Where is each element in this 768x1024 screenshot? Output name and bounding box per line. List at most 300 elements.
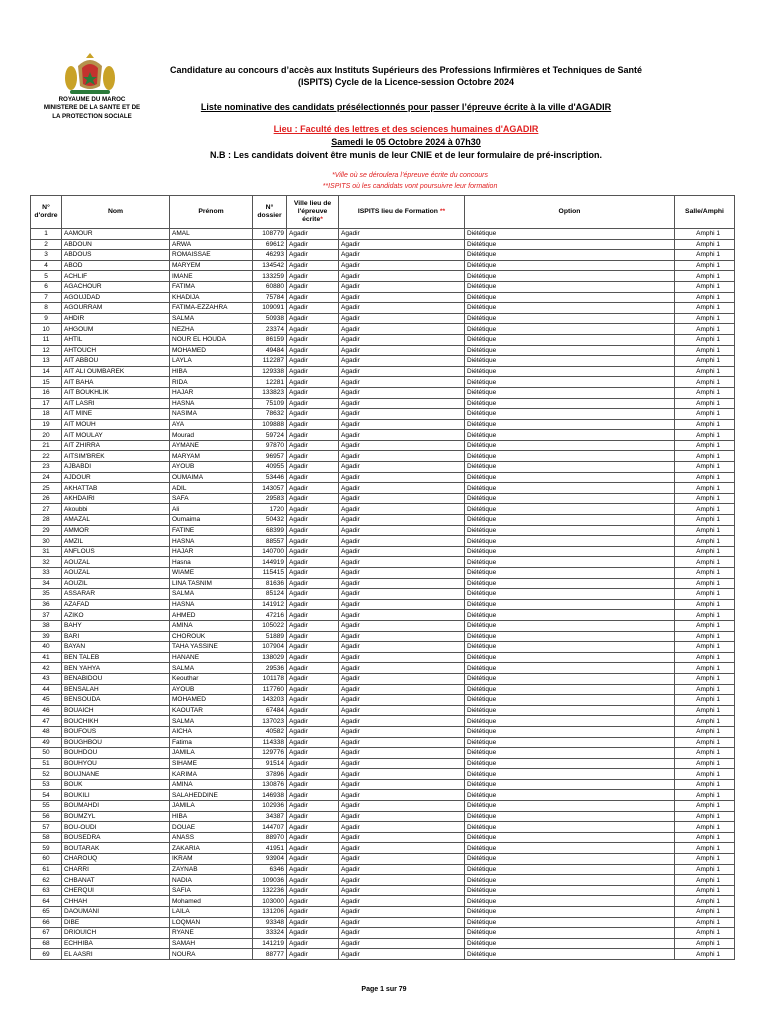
cell-ispits: Agadir <box>339 917 465 928</box>
cell-ville: Agadir <box>287 472 339 483</box>
cell-ordre: 25 <box>31 483 62 494</box>
cell-prenom: IKRAM <box>170 854 253 865</box>
table-row <box>31 546 735 557</box>
cell-salle: Amphi 1 <box>675 917 735 928</box>
cell-ispits: Agadir <box>339 599 465 610</box>
cell-prenom: SAFIA <box>170 885 253 896</box>
cell-salle: Amphi 1 <box>675 462 735 473</box>
cell-ordre: 28 <box>31 515 62 526</box>
cell-option: Diététique <box>465 483 675 494</box>
cell-prenom: ARWA <box>170 239 253 250</box>
cell-dossier: 109888 <box>253 419 287 430</box>
cell-prenom: Oumaima <box>170 515 253 526</box>
cell-nom: CHHAH <box>62 896 170 907</box>
cell-prenom: HASNA <box>170 398 253 409</box>
cell-prenom: JAMILA <box>170 801 253 812</box>
cell-ordre: 58 <box>31 832 62 843</box>
table-row <box>31 907 735 918</box>
cell-ispits: Agadir <box>339 695 465 706</box>
cell-salle: Amphi 1 <box>675 546 735 557</box>
cell-ordre: 19 <box>31 419 62 430</box>
cell-ville: Agadir <box>287 854 339 865</box>
cell-salle: Amphi 1 <box>675 779 735 790</box>
cell-dossier: 40955 <box>253 462 287 473</box>
table-row <box>31 557 735 568</box>
cell-ispits: Agadir <box>339 271 465 282</box>
cell-nom: AOUZAL <box>62 557 170 568</box>
cell-ispits: Agadir <box>339 779 465 790</box>
cell-option: Diététique <box>465 726 675 737</box>
cell-salle: Amphi 1 <box>675 949 735 960</box>
cell-ispits: Agadir <box>339 832 465 843</box>
cell-option: Diététique <box>465 493 675 504</box>
cell-option: Diététique <box>465 239 675 250</box>
header-ispits-label: ISPITS lieu de Formation <box>357 208 438 215</box>
cell-option: Diététique <box>465 557 675 568</box>
cell-nom: BAHY <box>62 620 170 631</box>
cell-salle: Amphi 1 <box>675 292 735 303</box>
cell-option: Diététique <box>465 568 675 579</box>
cell-dossier: 146938 <box>253 790 287 801</box>
cell-ordre: 11 <box>31 334 62 345</box>
cell-dossier: 88777 <box>253 949 287 960</box>
cell-prenom: FATIMA-EZZAHRA <box>170 303 253 314</box>
cell-option: Diététique <box>465 652 675 663</box>
cell-salle: Amphi 1 <box>675 281 735 292</box>
cell-salle: Amphi 1 <box>675 843 735 854</box>
cell-prenom: SALMA <box>170 663 253 674</box>
cell-prenom: AMINA <box>170 779 253 790</box>
cell-prenom: AYMANE <box>170 440 253 451</box>
table-row <box>31 769 735 780</box>
cell-ville: Agadir <box>287 345 339 356</box>
cell-ordre: 39 <box>31 631 62 642</box>
cell-ville: Agadir <box>287 493 339 504</box>
cell-prenom: IMANE <box>170 271 253 282</box>
cell-ordre: 5 <box>31 271 62 282</box>
cell-salle: Amphi 1 <box>675 695 735 706</box>
cell-nom: BENABIDOU <box>62 673 170 684</box>
table-row <box>31 472 735 483</box>
title-line-1: Candidature au concours d’accès aux Instituts Supérieurs des Professions Infirmières et Techniques de Santé <box>170 65 642 75</box>
cell-salle: Amphi 1 <box>675 525 735 536</box>
cell-prenom: HANANE <box>170 652 253 663</box>
cell-nom: DIBE <box>62 917 170 928</box>
cell-nom: BOUTARAK <box>62 843 170 854</box>
cell-ispits: Agadir <box>339 303 465 314</box>
cell-ordre: 24 <box>31 472 62 483</box>
cell-option: Diététique <box>465 515 675 526</box>
cell-dossier: 141912 <box>253 599 287 610</box>
cell-salle: Amphi 1 <box>675 790 735 801</box>
cell-option: Diététique <box>465 430 675 441</box>
cell-option: Diététique <box>465 854 675 865</box>
cell-prenom: HASNA <box>170 536 253 547</box>
cell-ville: Agadir <box>287 885 339 896</box>
cell-prenom: AMAL <box>170 229 253 240</box>
cell-salle: Amphi 1 <box>675 472 735 483</box>
table-row <box>31 832 735 843</box>
cell-option: Diététique <box>465 864 675 875</box>
cell-ispits: Agadir <box>339 398 465 409</box>
cell-ville: Agadir <box>287 260 339 271</box>
cell-ordre: 51 <box>31 758 62 769</box>
cell-dossier: 93348 <box>253 917 287 928</box>
cell-option: Diététique <box>465 610 675 621</box>
cell-nom: BOUK <box>62 779 170 790</box>
cell-ville: Agadir <box>287 790 339 801</box>
cell-ispits: Agadir <box>339 313 465 324</box>
table-row <box>31 229 735 240</box>
cell-ville: Agadir <box>287 663 339 674</box>
table-row <box>31 854 735 865</box>
cell-ordre: 48 <box>31 726 62 737</box>
cell-nom: AAMOUR <box>62 229 170 240</box>
table-row <box>31 695 735 706</box>
cell-ville: Agadir <box>287 748 339 759</box>
cell-ville: Agadir <box>287 525 339 536</box>
cell-ordre: 44 <box>31 684 62 695</box>
cell-prenom: HASNA <box>170 599 253 610</box>
cell-dossier: 69612 <box>253 239 287 250</box>
cell-dossier: 93904 <box>253 854 287 865</box>
cell-option: Diététique <box>465 832 675 843</box>
cell-ordre: 14 <box>31 366 62 377</box>
cell-dossier: 133259 <box>253 271 287 282</box>
cell-dossier: 109036 <box>253 875 287 886</box>
table-body <box>31 229 735 960</box>
cell-salle: Amphi 1 <box>675 769 735 780</box>
cell-prenom: OUMAIMA <box>170 472 253 483</box>
cell-prenom: AICHA <box>170 726 253 737</box>
cell-ordre: 38 <box>31 620 62 631</box>
cell-salle: Amphi 1 <box>675 737 735 748</box>
cell-nom: AIT ABBOU <box>62 356 170 367</box>
cell-salle: Amphi 1 <box>675 907 735 918</box>
cell-nom: BOU-OUDI <box>62 822 170 833</box>
table-row <box>31 885 735 896</box>
cell-option: Diététique <box>465 462 675 473</box>
cell-dossier: 40582 <box>253 726 287 737</box>
cell-option: Diététique <box>465 292 675 303</box>
cell-ville: Agadir <box>287 779 339 790</box>
table-row <box>31 801 735 812</box>
cell-dossier: 138029 <box>253 652 287 663</box>
cell-option: Diététique <box>465 695 675 706</box>
cell-dossier: 102936 <box>253 801 287 812</box>
cell-dossier: 51889 <box>253 631 287 642</box>
cell-option: Diététique <box>465 801 675 812</box>
cell-ville: Agadir <box>287 726 339 737</box>
cell-salle: Amphi 1 <box>675 419 735 430</box>
cell-option: Diététique <box>465 229 675 240</box>
table-row <box>31 303 735 314</box>
cell-dossier: 23374 <box>253 324 287 335</box>
cell-ordre: 31 <box>31 546 62 557</box>
cell-nom: ABDOUS <box>62 250 170 261</box>
cell-prenom: AHMED <box>170 610 253 621</box>
table-row <box>31 620 735 631</box>
cell-dossier: 86159 <box>253 334 287 345</box>
cell-ordre: 35 <box>31 589 62 600</box>
cell-option: Diététique <box>465 324 675 335</box>
cell-option: Diététique <box>465 281 675 292</box>
cell-ordre: 49 <box>31 737 62 748</box>
cell-salle: Amphi 1 <box>675 409 735 420</box>
cell-dossier: 49484 <box>253 345 287 356</box>
cell-ispits: Agadir <box>339 568 465 579</box>
cell-nom: AIT ZHIRRA <box>62 440 170 451</box>
cell-ville: Agadir <box>287 673 339 684</box>
cell-prenom: DOUAE <box>170 822 253 833</box>
cell-ispits: Agadir <box>339 419 465 430</box>
header-ispits <box>339 196 465 229</box>
table-row <box>31 292 735 303</box>
table-row <box>31 875 735 886</box>
cell-nom: BENSOUDA <box>62 695 170 706</box>
cell-ville: Agadir <box>287 917 339 928</box>
table-row <box>31 589 735 600</box>
cell-ville: Agadir <box>287 462 339 473</box>
cell-option: Diététique <box>465 822 675 833</box>
cell-dossier: 140700 <box>253 546 287 557</box>
cell-ispits: Agadir <box>339 896 465 907</box>
cell-ordre: 50 <box>31 748 62 759</box>
cell-ispits: Agadir <box>339 281 465 292</box>
cell-dossier: 143203 <box>253 695 287 706</box>
cell-ispits: Agadir <box>339 610 465 621</box>
cell-ordre: 2 <box>31 239 62 250</box>
table-row <box>31 673 735 684</box>
cell-ordre: 16 <box>31 387 62 398</box>
cell-prenom: SALMA <box>170 716 253 727</box>
cell-ispits: Agadir <box>339 801 465 812</box>
page-number: Page 1 sur 79 <box>361 986 407 993</box>
cell-ville: Agadir <box>287 938 339 949</box>
cell-ville: Agadir <box>287 334 339 345</box>
table-row <box>31 726 735 737</box>
cell-ispits: Agadir <box>339 642 465 653</box>
cell-nom: AZIKO <box>62 610 170 621</box>
table-row <box>31 356 735 367</box>
cell-dossier: 81636 <box>253 578 287 589</box>
header-ville <box>287 196 339 229</box>
cell-option: Diététique <box>465 536 675 547</box>
list-subtitle: Liste nominative des candidats présélectionnés pour passer l’épreuve écrite à la ville d'AGADIR <box>200 102 612 112</box>
cell-ispits: Agadir <box>339 631 465 642</box>
cell-dossier: 29583 <box>253 493 287 504</box>
cell-option: Diététique <box>465 334 675 345</box>
cell-ville: Agadir <box>287 483 339 494</box>
org-line: LA PROTECTION SOCIALE <box>52 112 132 120</box>
cell-ispits: Agadir <box>339 260 465 271</box>
cell-ville: Agadir <box>287 652 339 663</box>
cell-nom: AIT LASRI <box>62 398 170 409</box>
cell-salle: Amphi 1 <box>675 536 735 547</box>
cell-dossier: 107904 <box>253 642 287 653</box>
cell-ordre: 17 <box>31 398 62 409</box>
cell-dossier: 1720 <box>253 504 287 515</box>
cell-salle: Amphi 1 <box>675 726 735 737</box>
cell-ispits: Agadir <box>339 483 465 494</box>
table-row <box>31 938 735 949</box>
cell-option: Diététique <box>465 642 675 653</box>
cell-ville: Agadir <box>287 546 339 557</box>
cell-nom: DAOUMANI <box>62 907 170 918</box>
title-line-2: (ISPITS) Cycle de la Licence-session Octobre 2024 <box>297 77 515 87</box>
cell-option: Diététique <box>465 673 675 684</box>
cell-nom: AMAZAL <box>62 515 170 526</box>
cell-ordre: 1 <box>31 229 62 240</box>
exam-date: Samedi le 05 Octobre 2024 à 07h30 <box>331 137 481 147</box>
cell-ordre: 66 <box>31 917 62 928</box>
cell-option: Diététique <box>465 716 675 727</box>
cell-dossier: 105022 <box>253 620 287 631</box>
cell-nom: AJBABDI <box>62 462 170 473</box>
cell-ispits: Agadir <box>339 493 465 504</box>
cell-nom: CHBANAT <box>62 875 170 886</box>
footnote-ville: *Ville où se déroulera l’épreuve écrite du concours <box>332 172 488 179</box>
table-row <box>31 705 735 716</box>
cell-ordre: 67 <box>31 928 62 939</box>
cell-salle: Amphi 1 <box>675 493 735 504</box>
cell-option: Diététique <box>465 684 675 695</box>
cell-salle: Amphi 1 <box>675 620 735 631</box>
cell-prenom: SALMA <box>170 589 253 600</box>
cell-option: Diététique <box>465 578 675 589</box>
cell-salle: Amphi 1 <box>675 885 735 896</box>
cell-salle: Amphi 1 <box>675 387 735 398</box>
table-row <box>31 684 735 695</box>
cell-option: Diététique <box>465 271 675 282</box>
cell-option: Diététique <box>465 313 675 324</box>
cell-prenom: ROMAISSAE <box>170 250 253 261</box>
cell-nom: BOUJNANE <box>62 769 170 780</box>
cell-prenom: AYOUB <box>170 684 253 695</box>
cell-ville: Agadir <box>287 875 339 886</box>
cell-dossier: 46293 <box>253 250 287 261</box>
cell-salle: Amphi 1 <box>675 758 735 769</box>
cell-option: Diététique <box>465 885 675 896</box>
cell-prenom: KHADIJA <box>170 292 253 303</box>
cell-prenom: NOUR EL HOUDA <box>170 334 253 345</box>
cell-salle: Amphi 1 <box>675 324 735 335</box>
cell-option: Diététique <box>465 748 675 759</box>
cell-ispits: Agadir <box>339 557 465 568</box>
cell-dossier: 129776 <box>253 748 287 759</box>
cell-ordre: 21 <box>31 440 62 451</box>
cell-nom: AHTIL <box>62 334 170 345</box>
cell-prenom: TAHA YASSINE <box>170 642 253 653</box>
cell-ville: Agadir <box>287 557 339 568</box>
cell-ville: Agadir <box>287 695 339 706</box>
cell-ordre: 7 <box>31 292 62 303</box>
cell-prenom: SAFA <box>170 493 253 504</box>
cell-ville: Agadir <box>287 239 339 250</box>
cell-prenom: SIHAME <box>170 758 253 769</box>
cell-nom: AHDIR <box>62 313 170 324</box>
cell-option: Diététique <box>465 811 675 822</box>
cell-nom: BOUMAHDI <box>62 801 170 812</box>
cell-ispits: Agadir <box>339 748 465 759</box>
table-row <box>31 843 735 854</box>
table-row <box>31 917 735 928</box>
cell-salle: Amphi 1 <box>675 239 735 250</box>
cell-option: Diététique <box>465 599 675 610</box>
cell-option: Diététique <box>465 790 675 801</box>
cell-prenom: FATIMA <box>170 281 253 292</box>
cell-ispits: Agadir <box>339 663 465 674</box>
cell-ville: Agadir <box>287 430 339 441</box>
cell-dossier: 97870 <box>253 440 287 451</box>
cell-ispits: Agadir <box>339 334 465 345</box>
cell-ville: Agadir <box>287 271 339 282</box>
cell-ispits: Agadir <box>339 737 465 748</box>
cell-prenom: HAJAR <box>170 546 253 557</box>
cell-prenom: NEZHA <box>170 324 253 335</box>
cell-ordre: 32 <box>31 557 62 568</box>
cell-ispits: Agadir <box>339 504 465 515</box>
cell-nom: BOUAICH <box>62 705 170 716</box>
header-nom: Nom <box>62 196 170 229</box>
cell-nom: AOUZAL <box>62 568 170 579</box>
cell-nom: BOUCHIKH <box>62 716 170 727</box>
cell-prenom: ZAKARIA <box>170 843 253 854</box>
cell-nom: BOUHYOU <box>62 758 170 769</box>
cell-ville: Agadir <box>287 705 339 716</box>
cell-ispits: Agadir <box>339 811 465 822</box>
exam-location: Lieu : Faculté des lettres et des sciences humaines d'AGADIR <box>273 124 539 134</box>
cell-salle: Amphi 1 <box>675 642 735 653</box>
cell-dossier: 96957 <box>253 451 287 462</box>
cell-prenom: Mohamed <box>170 896 253 907</box>
cell-nom: BAYAN <box>62 642 170 653</box>
cell-salle: Amphi 1 <box>675 271 735 282</box>
cell-prenom: KAOUTAR <box>170 705 253 716</box>
cell-salle: Amphi 1 <box>675 811 735 822</box>
cell-ispits: Agadir <box>339 239 465 250</box>
table-row <box>31 864 735 875</box>
cell-nom: DRIOUICH <box>62 928 170 939</box>
cell-ville: Agadir <box>287 811 339 822</box>
cell-ville: Agadir <box>287 578 339 589</box>
cell-prenom: ANASS <box>170 832 253 843</box>
cell-ordre: 30 <box>31 536 62 547</box>
cell-ispits: Agadir <box>339 578 465 589</box>
cell-salle: Amphi 1 <box>675 610 735 621</box>
cell-ispits: Agadir <box>339 451 465 462</box>
table-row <box>31 493 735 504</box>
cell-nom: AMZIL <box>62 536 170 547</box>
cell-salle: Amphi 1 <box>675 854 735 865</box>
cell-ordre: 26 <box>31 493 62 504</box>
cell-ordre: 40 <box>31 642 62 653</box>
cell-dossier: 114338 <box>253 737 287 748</box>
cell-ordre: 56 <box>31 811 62 822</box>
cell-ordre: 52 <box>31 769 62 780</box>
cell-salle: Amphi 1 <box>675 864 735 875</box>
cell-ville: Agadir <box>287 568 339 579</box>
cell-nom: BOUMZYL <box>62 811 170 822</box>
cell-ordre: 37 <box>31 610 62 621</box>
cell-option: Diététique <box>465 504 675 515</box>
cell-dossier: 33324 <box>253 928 287 939</box>
cell-ispits: Agadir <box>339 250 465 261</box>
cell-option: Diététique <box>465 440 675 451</box>
table-header-row <box>31 196 735 229</box>
cell-ville: Agadir <box>287 303 339 314</box>
cell-option: Diététique <box>465 875 675 886</box>
